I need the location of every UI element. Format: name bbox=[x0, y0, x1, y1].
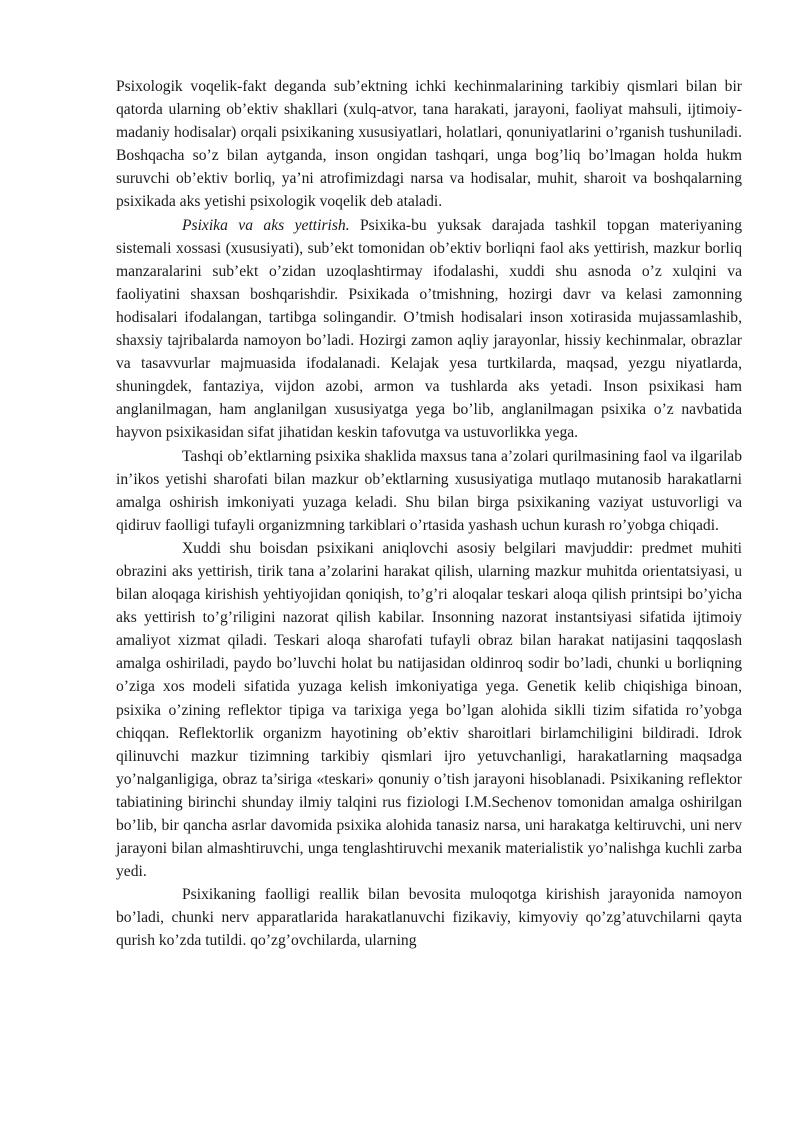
paragraph-psyche-reflection bbox=[116, 214, 742, 445]
paragraph-psyche-activity: Psixikaning faolligi reallik bilan bevosita muloqotga kirishish jarayonida namoyon bo’ladi, chunki nerv apparatlarida harakatlanuvchi fizikaviy, kimyoviy qo’zg’atuvchilarni qayta qurish ko’zda tutildi. qo’zg’ovchilarda, ularning bbox=[116, 886, 742, 950]
paragraph-main-features: Xuddi shu boisdan psixikani aniqlovchi asosiy belgilari mavjuddir: predmet muhiti obrazini aks yettirish, tirik tana a’zolarini harakat qilish, ularning mazkur muhitda orientatsiyasi, u bilan aloqaga kirishish yehtiyojidan qoniqish, to’g’ri aloqalar teskari aloqa qilish printsipi bo’yicha aks yettirish to’g’riligini nazorat qilish kabilar. Insonning nazorat instantsiyasi sifatida ijtimoiy amaliyot xizmat qiladi. Teskari aloqa sharofati tufayli obraz bilan harakat natijasini taqqoslash amalga oshiriladi, paydo bo’luvchi holat bu natijasidan oldinroq sodir bo’ladi, chunki u borliqning o’ziga xos modeli sifatida yuzaga kelish imkoniyatiga yega. Genetik kelib chiqishiga binoan, psixika o’zining reflektor tipiga va tarixiga yega bo’lgan alohida siklli tizim sifatida ro’yobga chiqqan. Reflektorlik organizm hayotining ob’ektiv sharoitlari birlamchiligini bildiradi. Idrok qilinuvchi mazkur tizimning tarkibiy qismlari ijro yetuvchanligi, harakatlarning maqsadga yo’nalganligiga, obraz ta’siriga «teskari» qonuniy o’tish jarayoni hisoblanadi. Psixikaning reflektor tabiatining birinchi shunday ilmiy talqini rus fiziologi I.M.Sechenov tomonidan amalga oshirilgan bo’lib, bir qancha asrlar davomida psixika alohida tanasiz narsa, uni harakatga keltiruvchi, uni nerv jarayoni bilan almashtiruvchi, unga tenglashtiruvchi mexanik materialistik yo’nalishga kuchli zarba yedi. bbox=[116, 539, 742, 881]
paragraph-psyche-reflection-body: Psixika-bu yuksak darajada tashkil topgan materiyaning sistemali xossasi (xususiyati), sub’ekt tomonidan ob’ektiv borliqni faol aks yettirish, mazkur borliq manzaralarini sub’ekt o’zidan uzoqlashtirmay ifodalashi, xuddi shu asnoda o’z xulqini va faoliyatini shaxsan boshqarishdir. Psixikada o’tmishning, hozirgi davr va kelasi zamonning hodisalari ifodalangan, tartibga solingandir. O’tmish hodisalari inson xotirasida mujassamlashib, shaxsiy tajribalarda namoyon bo’ladi. Hozirgi zamon aqliy jarayonlar, hissiy kechinmalar, obrazlar va tasavvurlar majmuasida ifodalanadi. Kelajak yesa turtkilarda, maqsad, yezgu niyatlarda, shuningdek, fantaziya, vijdon azobi, armon va tushlarda aks yetadi. Inson psixikasi ham anglanilmagan, ham anglanilgan xususiyatga yega bo’lib, anglanilmagan psixika o’z navbatida hayvon psixikasidan sifat jihatidan keskin tafovutga va ustuvorlikka yega. bbox=[116, 216, 742, 442]
paragraph-external-objects: Tashqi ob’ektlarning psixika shaklida maxsus tana a’zolari qurilmasining faol va ilgarilab in’ikos yetishi sharofati bilan mazkur ob’ektlarning xususiyatiga mutlaqo mutanosib harakatlarni amalga oshirish imkoniyati yuzaga keladi. Shu bilan birga psixikaning vaziyat ustuvorligi va qidiruv faolligi tufayli organizmning tarkiblari o’rtasida yashash uchun kurash ro’yobga chiqadi. bbox=[116, 447, 742, 534]
paragraph-psychological-reality: Psixologik voqelik-fakt deganda sub’ektning ichki kechinmalarining tarkibiy qismlari bilan bir qatorda ularning ob’ektiv shakllari (xulq-atvor, tana harakati, jarayoni, faoliyat mahsuli, ijtimoiy-madaniy hodisalar) orqali psixikaning xususiyatlari, holatlari, qonuniyatlarini o’rganish tushuniladi. Boshqacha so’z bilan aytganda, inson ongidan tashqari, unga bog’liq bo’lmagan holda hukm suruvchi ob’ektiv borliq, ya’ni atrofimizdagi narsa va hodisalar, muhit, sharoit va boshqalarning psixikada aks yetishi psixologik voqelik deb ataladi. bbox=[116, 78, 742, 211]
document-page bbox=[116, 75, 742, 953]
section-heading-psyche-reflection: Psixika va aks yettirish. bbox=[182, 216, 350, 234]
